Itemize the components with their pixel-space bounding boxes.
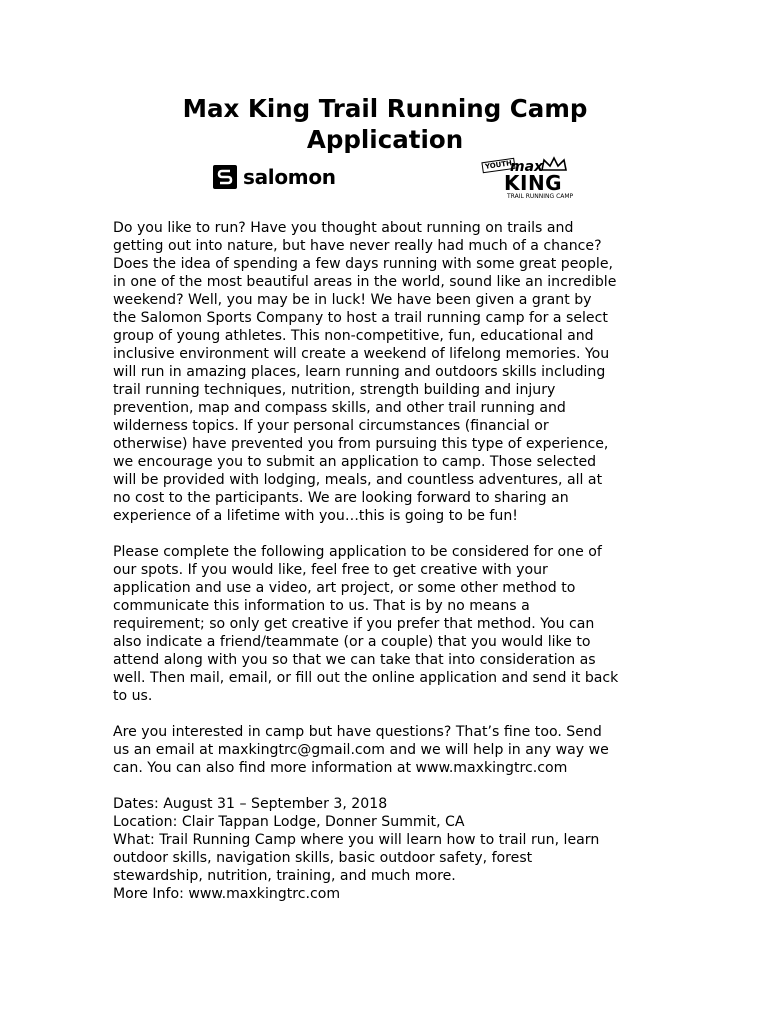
questions-paragraph bbox=[113, 723, 673, 777]
text-line: group of young athletes. This non-competitive, fun, educational and bbox=[113, 328, 594, 344]
text-line: Do you like to run? Have you thought about running on trails and bbox=[113, 220, 574, 236]
text-line: Does the idea of spending a few days running with some great people, bbox=[113, 256, 613, 272]
text-line: wilderness topics. If your personal circumstances (financial or bbox=[113, 418, 549, 434]
title-line-1: Max King Trail Running Camp bbox=[182, 94, 588, 123]
text-line: Dates: August 31 – September 3, 2018 bbox=[113, 796, 388, 812]
text-line: attend along with you so that we can take that into consideration as bbox=[113, 652, 596, 668]
text-line: prevention, map and compass skills, and other trail running and bbox=[113, 400, 566, 416]
text-line: What: Trail Running Camp where you will learn how to trail run, learn bbox=[113, 832, 600, 848]
maxking-logo bbox=[480, 156, 574, 202]
text-line: no cost to the participants. We are looking forward to sharing an bbox=[113, 490, 569, 506]
text-line: requirement; so only get creative if you prefer that method. You can bbox=[113, 616, 595, 632]
text-line: Location: Clair Tappan Lodge, Donner Summit, CA bbox=[113, 814, 465, 830]
maxking-youth-text: YOUTH bbox=[481, 158, 515, 173]
text-line: our spots. If you would like, feel free to get creative with your bbox=[113, 562, 548, 578]
text-line: otherwise) have prevented you from pursuing this type of experience, bbox=[113, 436, 609, 452]
document-title bbox=[0, 93, 770, 155]
text-line: application and use a video, art project, or some other method to bbox=[113, 580, 576, 596]
text-line: communicate this information to us. That is by no means a bbox=[113, 598, 530, 614]
text-line: Are you interested in camp but have questions? That’s fine too. Send bbox=[113, 724, 602, 740]
intro-paragraph bbox=[113, 219, 673, 525]
title-line-2: Application bbox=[306, 125, 464, 154]
text-line: can. You can also find more information at www.maxkingtrc.com bbox=[113, 760, 568, 776]
salomon-logo-text: salomon bbox=[243, 165, 336, 189]
text-line: we encourage you to submit an application to camp. Those selected bbox=[113, 454, 597, 470]
salomon-s-icon bbox=[213, 165, 237, 189]
text-line: Please complete the following application to be considered for one of bbox=[113, 544, 602, 560]
text-line: experience of a lifetime with you…this is going to be fun! bbox=[113, 508, 518, 524]
text-line: More Info: www.maxkingtrc.com bbox=[113, 886, 341, 902]
text-line: weekend? Well, you may be in luck! We have been given a grant by bbox=[113, 292, 592, 308]
text-line: also indicate a friend/teammate (or a couple) that you would like to bbox=[113, 634, 591, 650]
crown-icon bbox=[540, 156, 568, 172]
application-paragraph bbox=[113, 543, 673, 705]
text-line: outdoor skills, navigation skills, basic outdoor safety, forest bbox=[113, 850, 533, 866]
text-line: to us. bbox=[113, 688, 153, 704]
text-line: well. Then mail, email, or fill out the online application and send it back bbox=[113, 670, 619, 686]
text-line: the Salomon Sports Company to host a trail running camp for a select bbox=[113, 310, 608, 326]
text-line: inclusive environment will create a weekend of lifelong memories. You bbox=[113, 346, 610, 362]
text-line: in one of the most beautiful areas in the world, sound like an incredible bbox=[113, 274, 617, 290]
text-line: will run in amazing places, learn running and outdoors skills including bbox=[113, 364, 606, 380]
salomon-logo bbox=[213, 164, 336, 190]
maxking-max-text: max bbox=[510, 159, 544, 175]
details-paragraph bbox=[113, 795, 673, 903]
text-line: us an email at maxkingtrc@gmail.com and we will help in any way we bbox=[113, 742, 609, 758]
maxking-king-text: KING bbox=[504, 171, 563, 195]
text-line: will be provided with lodging, meals, and countless adventures, all at bbox=[113, 472, 603, 488]
text-line: trail running techniques, nutrition, strength building and injury bbox=[113, 382, 556, 398]
text-line: getting out into nature, but have never really had much of a chance? bbox=[113, 238, 602, 254]
maxking-sub-text: TRAIL RUNNING CAMP bbox=[507, 193, 574, 200]
text-line: stewardship, nutrition, training, and much more. bbox=[113, 868, 456, 884]
